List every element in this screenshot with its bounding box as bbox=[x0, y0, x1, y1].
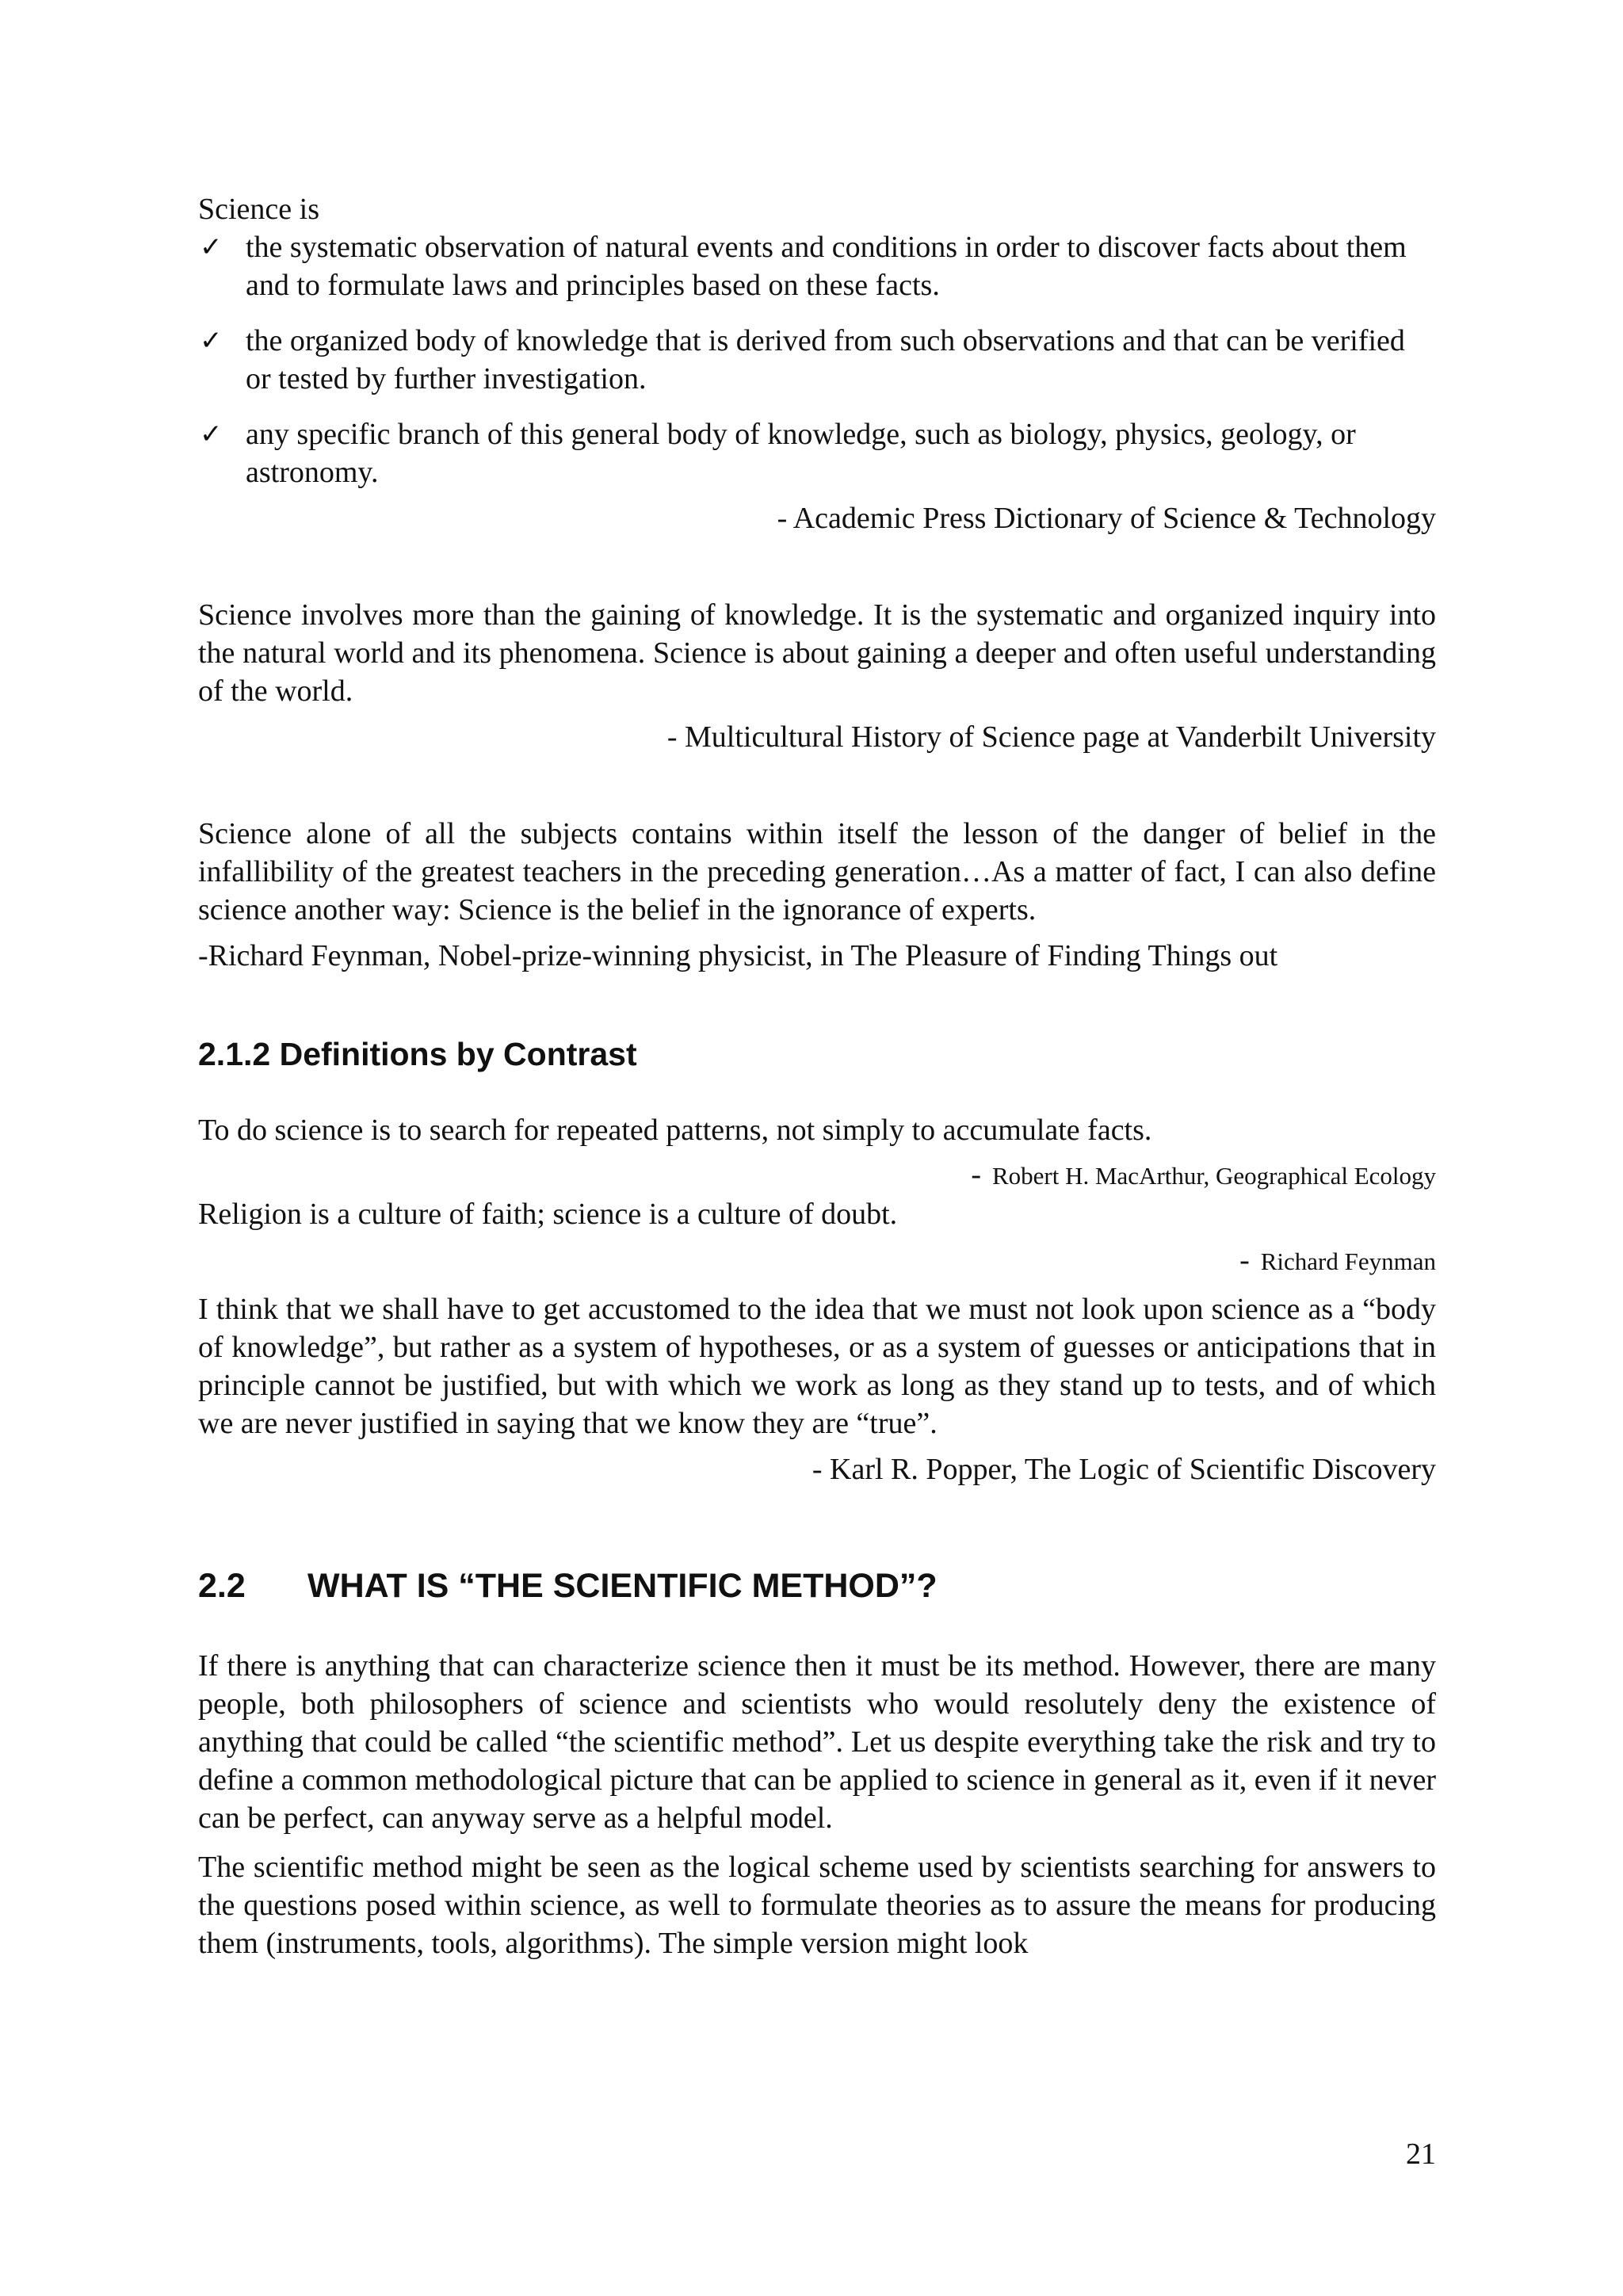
science-is-intro: Science is bbox=[198, 193, 320, 226]
heading-definitions-by-contrast: 2.1.2 Definitions by Contrast bbox=[198, 1036, 637, 1072]
quote-vanderbilt: Science involves more than the gaining of knowledge. It is the systematic and organized inquiry into the natural world and its phenomena. Science is about gaining a deeper and often useful understanding of the world. bbox=[198, 598, 1436, 708]
attribution-feynman-short bbox=[198, 1241, 1436, 1281]
attribution-text: Richard Feynman bbox=[1260, 1247, 1436, 1275]
paragraph-method-scheme: The scientific method might be seen as the logical scheme used by scientists searching for answers to the questions posed within science, as well to formulate theories as to assure the means for producing them (instruments, tools, algorithms). The simple version might look bbox=[198, 1851, 1436, 1960]
list-item bbox=[198, 415, 1436, 491]
list-item-text: any specific branch of this general body of knowledge, such as biology, physics, geology, or astronomy. bbox=[246, 418, 1356, 489]
paragraph-method-intro: If there is anything that can characterize science then it must be its method. However, there are many people, both philosophers of science and scientists who would resolutely deny the existence of anything that could be called “the scientific method”. Let us despite everything take the risk and try to define a common methodological picture that can be applied to science in general as it, even if it never can be perfect, can anyway serve as a helpful model. bbox=[198, 1649, 1436, 1835]
attribution-dash: - bbox=[971, 1158, 981, 1191]
page-content bbox=[198, 190, 1436, 1962]
section-title: WHAT IS “THE SCIENTIFIC METHOD”? bbox=[307, 1567, 938, 1605]
section-number: 2.2 bbox=[198, 1567, 246, 1605]
attribution-macarthur bbox=[198, 1156, 1436, 1195]
list-item bbox=[198, 322, 1436, 398]
list-item-text: the organized body of knowledge that is derived from such observations and that can be verified or tested by further investigation. bbox=[246, 324, 1405, 395]
list-item bbox=[198, 228, 1436, 304]
list-item-text: the systematic observation of natural events and conditions in order to discover facts about them and to formulate laws and principles based on these facts. bbox=[246, 231, 1407, 302]
quote-religion-science: Religion is a culture of faith; science is a culture of doubt. bbox=[198, 1198, 898, 1231]
attribution-vanderbilt: - Multicultural History of Science page at Vanderbilt University bbox=[666, 720, 1436, 754]
heading-scientific-method bbox=[198, 1564, 1436, 1607]
attribution-text: Robert H. MacArthur, Geographical Ecology bbox=[991, 1162, 1436, 1190]
attribution-feynman-long: -Richard Feynman, Nobel-prize-winning physicist, in The Pleasure of Finding Things out bbox=[198, 939, 1278, 972]
attribution-dash: - bbox=[1239, 1244, 1250, 1277]
quote-macarthur: To do science is to search for repeated patterns, not simply to accumulate facts. bbox=[198, 1114, 1152, 1147]
checkmark-icon: ✓ bbox=[200, 231, 223, 263]
quote-feynman-experts: Science alone of all the subjects contains within itself the lesson of the danger of belief in the infallibility of the greatest teachers in the preceding generation…As a matter of fact, I can also define science another way: Science is the belief in the ignorance of experts. bbox=[198, 817, 1436, 926]
quote-popper: I think that we shall have to get accustomed to the idea that we must not look upon science as a “body of knowledge”, but rather as a system of hypotheses, or as a system of guesses or anticipations that in principle cannot be justified, but with which we work as long as they stand up to tests, and of which we are never justified in saying that we know they are “true”. bbox=[198, 1293, 1436, 1440]
attribution-academic-press: - Academic Press Dictionary of Science & Technology bbox=[777, 502, 1436, 535]
science-definition-list bbox=[198, 228, 1436, 491]
attribution-popper: - Karl R. Popper, The Logic of Scientific Discovery bbox=[812, 1453, 1436, 1486]
checkmark-icon: ✓ bbox=[200, 418, 223, 450]
page-number: 21 bbox=[1406, 2137, 1436, 2171]
checkmark-icon: ✓ bbox=[200, 325, 223, 357]
